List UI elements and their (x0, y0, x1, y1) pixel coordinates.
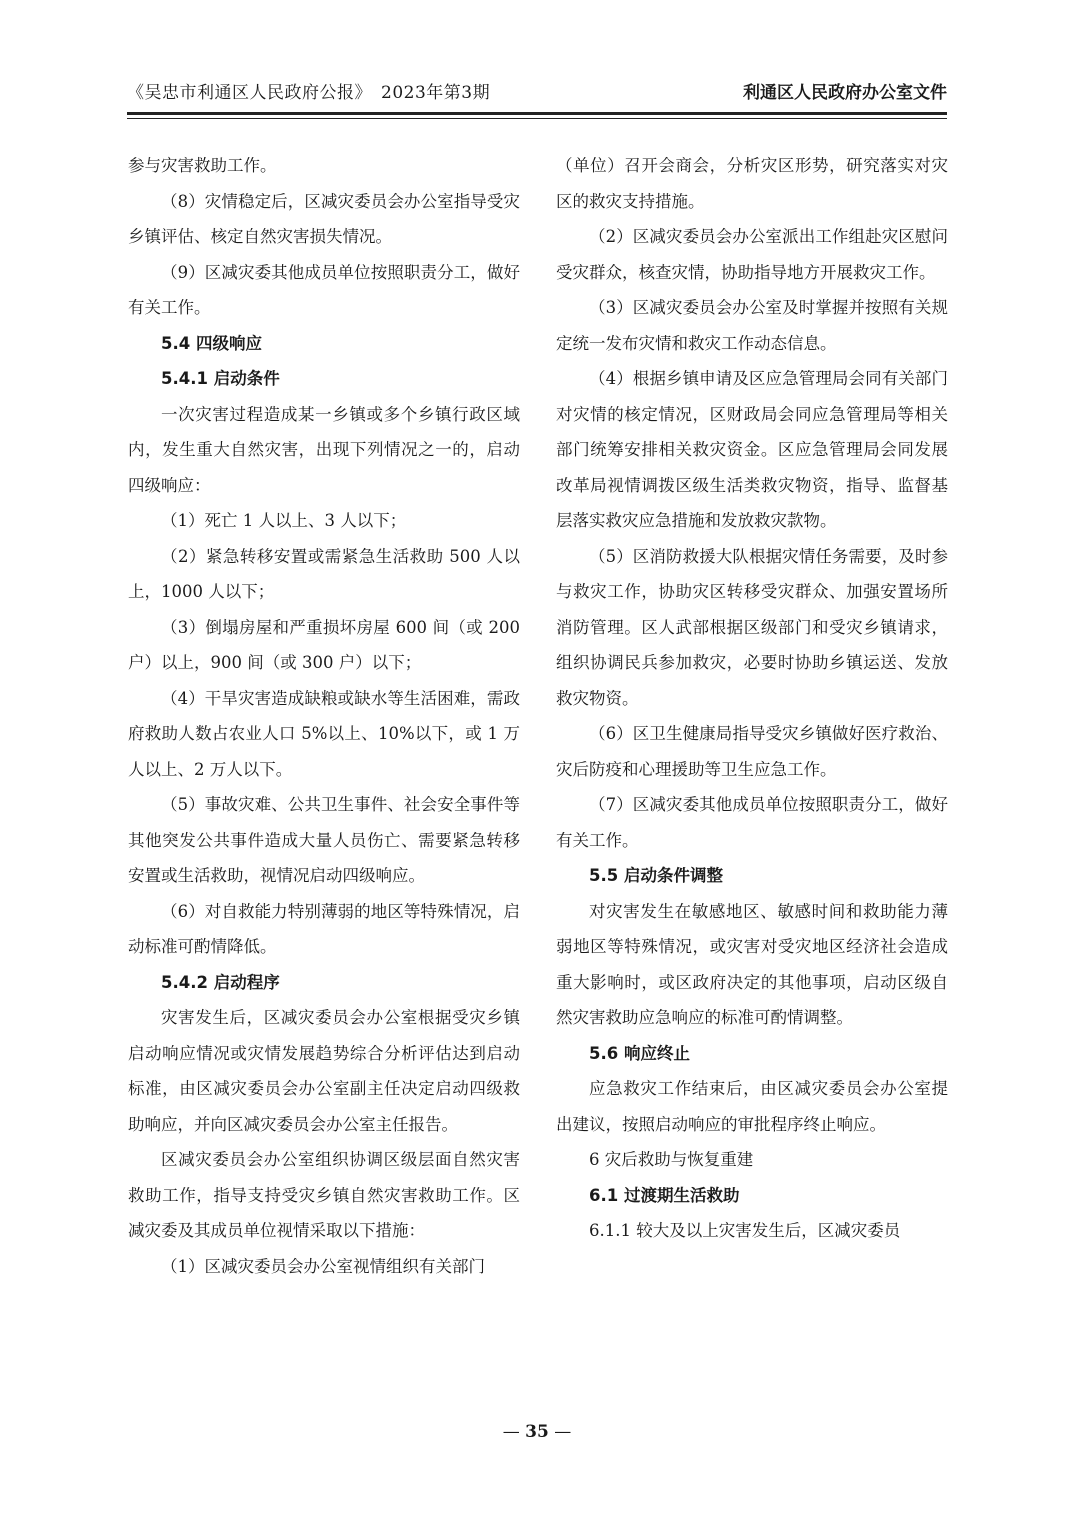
paragraph: （9）区减灾委其他成员单位按照职责分工，做好有关工作。 (128, 262, 520, 317)
left-column (128, 148, 520, 1284)
right-column (556, 148, 948, 1249)
page-footer (0, 1422, 1074, 1442)
footer-dash-right: — (548, 1422, 572, 1442)
paragraph: （3）倒塌房屋和严重损坏房屋 600 间（或 200 户）以上，900 间（或 300 户）以下； (128, 617, 520, 672)
office-title: 利通区人民政府办公室文件 (743, 83, 947, 103)
paragraph: 灾害发生后，区减灾委员会办公室根据受灾乡镇启动响应情况或灾情发展趋势综合分析评估达到启动标准，由区减灾委员会办公室副主任决定启动四级救助响应，并向区减灾委员会办公室主任报告。 (128, 1008, 520, 1134)
section-heading: 5.4 四级响应 (161, 333, 262, 353)
section-heading: 5.4.1 启动条件 (161, 369, 280, 388)
footer-dash-left: — (502, 1422, 526, 1442)
page-number: 35 (525, 1422, 549, 1442)
paragraph: 区减灾委员会办公室组织协调区级层面自然灾害救助工作，指导支持受灾乡镇自然灾害救助工作。区减灾委及其成员单位视情采取以下措施： (128, 1150, 520, 1240)
paragraph: （1）区减灾委员会办公室视情组织有关部门 (161, 1256, 485, 1276)
paragraph: （5）事故灾难、公共卫生事件、社会安全事件等其他突发公共事件造成大量人员伤亡、需要紧急转移安置或生活救助，视情况启动四级响应。 (128, 795, 520, 885)
paragraph: 一次灾害过程造成某一乡镇或多个乡镇行政区域内，发生重大自然灾害，出现下列情况之一的，启动四级响应： (128, 404, 520, 495)
paragraph: （1）死亡 1 人以上、3 人以下； (161, 511, 407, 530)
paragraph: 6 灾后救助与恢复重建 (589, 1150, 754, 1169)
paragraph: （6）区卫生健康局指导受灾乡镇做好医疗救治、灾后防疫和心理援助等卫生应急工作。 (556, 724, 948, 779)
section-heading: 6.1 过渡期生活救助 (589, 1185, 740, 1205)
paragraph-continuation: （单位）召开会商会，分析灾区形势，研究落实对灾区的救灾支持措施。 (556, 156, 948, 211)
section-heading: 5.6 响应终止 (589, 1043, 690, 1063)
paragraph: （6）对自救能力特别薄弱的地区等特殊情况，启动标准可酌情降低。 (128, 901, 520, 956)
paragraph: （4）根据乡镇申请及区应急管理局会同有关部门对灾情的核定情况，区财政局会同应急管理局等相关部门统筹安排相关救灾资金。区应急管理局会同发展改革局视情调拨区级生活类救灾物资，指导、监督基层落实救灾应急措施和发放救灾款物。 (556, 369, 948, 530)
paragraph: 6.1.1 较大及以上灾害发生后，区减灾委员 (589, 1221, 901, 1240)
paragraph: 应急救灾工作结束后，由区减灾委员会办公室提出建议，按照启动响应的审批程序终止响应。 (556, 1079, 948, 1134)
paragraph: （3）区减灾委员会办公室及时掌握并按照有关规定统一发布灾情和救灾工作动态信息。 (556, 298, 948, 353)
publication-title: 《吴忠市利通区人民政府公报》 2023年第3期 (127, 83, 491, 103)
paragraph: （4）干旱灾害造成缺粮或缺水等生活困难，需政府救助人数占农业人口 5%以上、10%以下，或 1 万人以上、2 万人以下。 (128, 688, 520, 779)
paragraph: （5）区消防救援大队根据灾情任务需要，及时参与救灾工作，协助灾区转移受灾群众、加强安置场所消防管理。区人武部根据区级部门和受灾乡镇请求，组织协调民兵参加救灾，必要时协助乡镇运送、发放救灾物资。 (556, 546, 948, 708)
paragraph: （2）紧急转移安置或需紧急生活救助 500 人以上，1000 人以下； (128, 546, 520, 601)
paragraph-continuation: 参与灾害救助工作。 (128, 156, 277, 175)
section-heading: 5.4.2 启动程序 (161, 972, 280, 992)
page-header (127, 78, 947, 110)
paragraph: 对灾害发生在敏感地区、敏感时间和救助能力薄弱地区等特殊情况，或灾害对受灾地区经济社会造成重大影响时，或区政府决定的其他事项，启动区级自然灾害救助应急响应的标准可酌情调整。 (556, 901, 948, 1027)
section-heading: 5.5 启动条件调整 (589, 866, 723, 885)
header-rule-thick (127, 112, 947, 115)
paragraph: （8）灾情稳定后，区减灾委员会办公室指导受灾乡镇评估、核定自然灾害损失情况。 (128, 191, 520, 246)
header-rule-thin (127, 118, 947, 119)
paragraph: （7）区减灾委其他成员单位按照职责分工，做好有关工作。 (556, 795, 948, 850)
paragraph: （2）区减灾委员会办公室派出工作组赴灾区慰问受灾群众，核查灾情，协助指导地方开展救灾工作。 (556, 227, 948, 282)
